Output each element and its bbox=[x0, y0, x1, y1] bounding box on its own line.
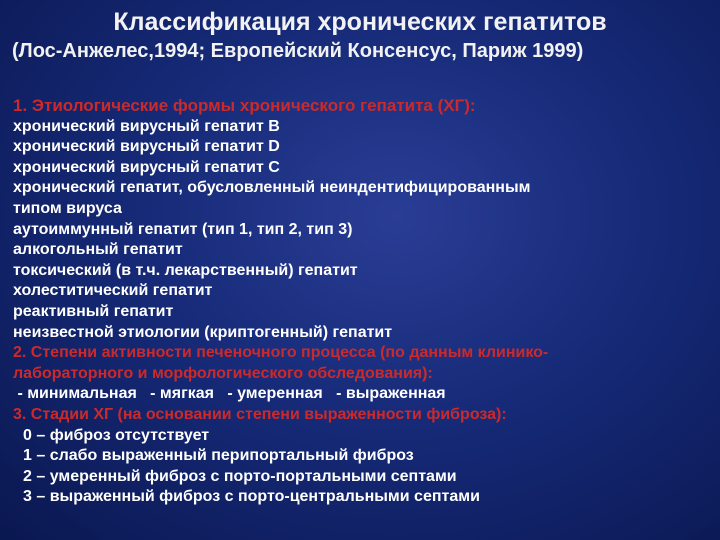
section2-heading-cont: лабораторного и морфологического обследования): bbox=[13, 364, 433, 382]
slide-subtitle: (Лос-Анжелес,1994; Европейский Консенсус, Париж 1999) bbox=[12, 40, 584, 62]
stage-item: 3 – выраженный фиброз с порто-центральными септами bbox=[23, 488, 480, 506]
list-item: хронический вирусный гепатит D bbox=[13, 138, 280, 156]
list-item: неизвестной этиологии (криптогенный) гепатит bbox=[13, 323, 393, 341]
list-item: холеститический гепатит bbox=[13, 282, 213, 300]
list-item: хронический вирусный гепатит В bbox=[13, 117, 280, 135]
stage-item: 0 – фиброз отсутствует bbox=[23, 426, 210, 444]
list-item: типом вируса bbox=[13, 199, 122, 217]
list-item: реактивный гепатит bbox=[13, 302, 174, 320]
slide-title: Классификация хронических гепатитов bbox=[113, 8, 607, 36]
list-item: алкогольный гепатит bbox=[13, 241, 183, 259]
section2-heading: 2. Степени активности печеночного процесса (по данным клинико- bbox=[13, 344, 549, 362]
section3-heading: 3. Стадии ХГ (на основании степени выраженности фиброза): bbox=[13, 405, 507, 423]
list-item: хронический гепатит, обусловленный неиндентифицированным bbox=[13, 179, 531, 197]
section1-heading: 1. Этиологические формы хронического гепатита (ХГ): bbox=[13, 96, 476, 115]
activity-degrees: - минимальная - мягкая - умеренная - выраженная bbox=[13, 385, 446, 403]
list-item: аутоиммунный гепатит (тип 1, тип 2, тип 3) bbox=[13, 220, 353, 238]
list-item: токсический (в т.ч. лекарственный) гепатит bbox=[13, 261, 358, 279]
stage-item: 1 – слабо выраженный перипортальный фиброз bbox=[23, 447, 414, 465]
list-item: хронический вирусный гепатит С bbox=[13, 158, 280, 176]
slide-content bbox=[13, 96, 713, 508]
stage-item: 2 – умеренный фиброз с порто-портальными септами bbox=[23, 467, 457, 485]
